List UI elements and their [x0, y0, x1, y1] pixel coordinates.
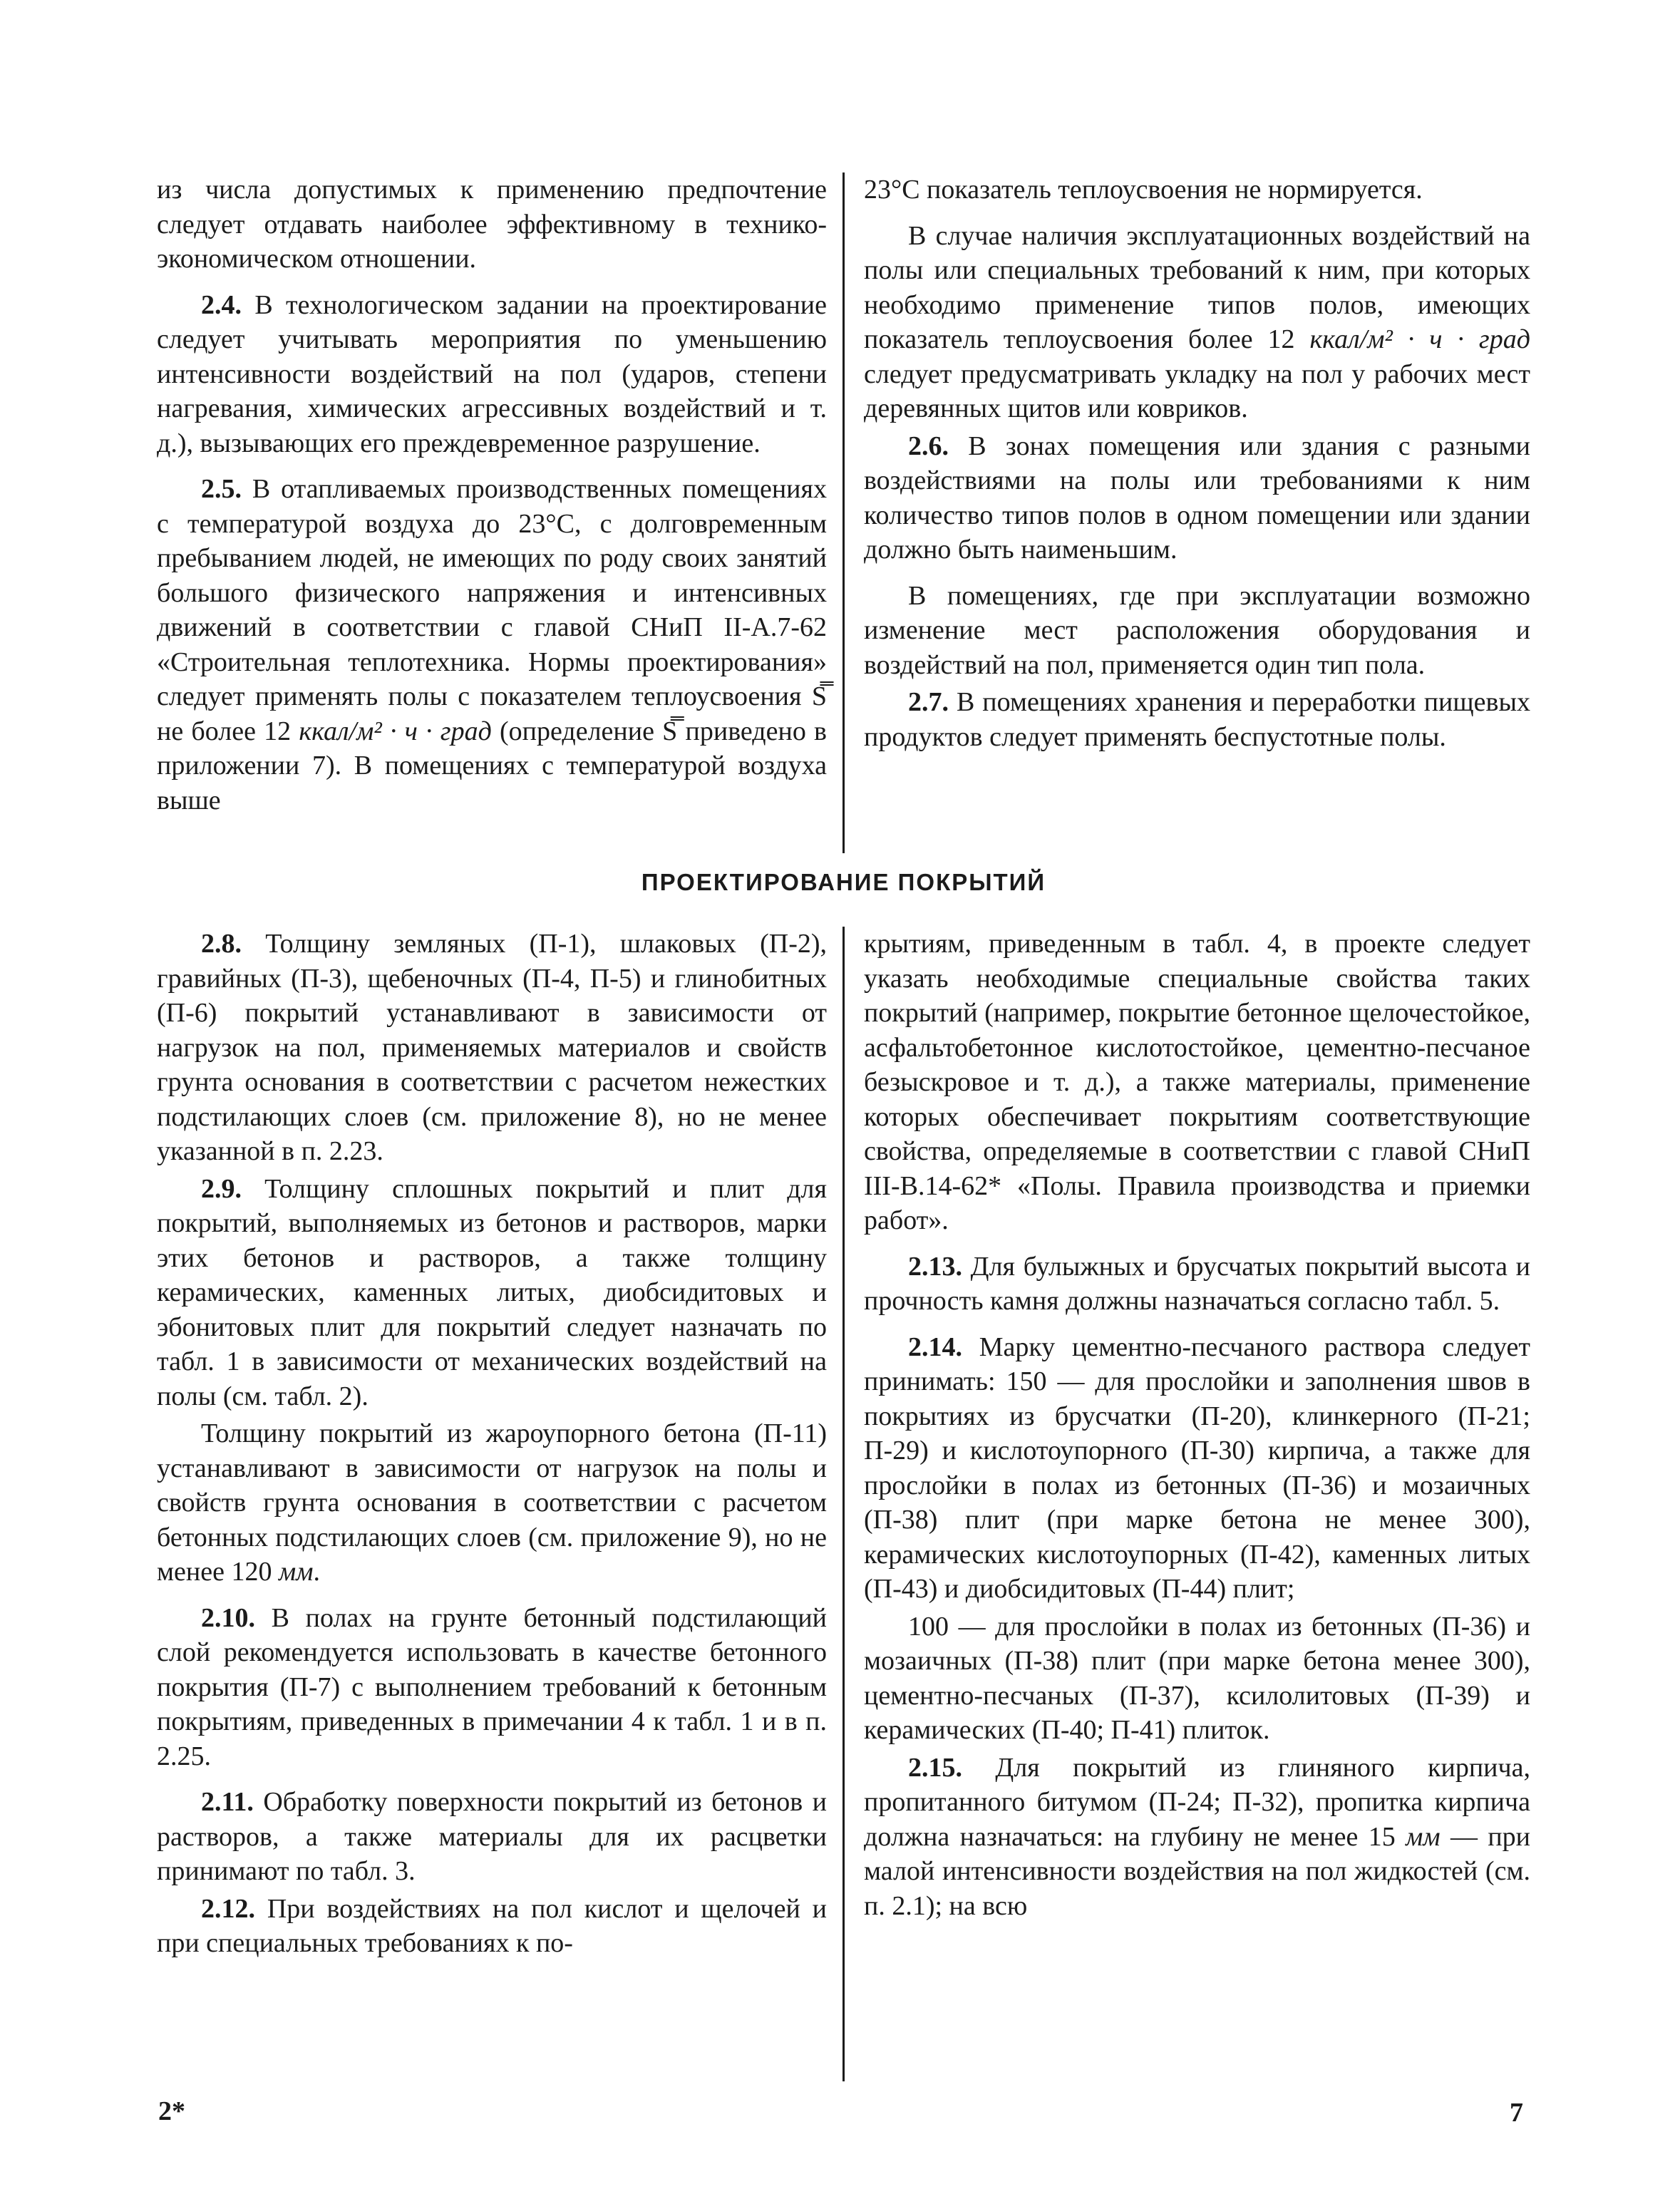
- paragraph-text: Обработку поверхности покрытий из бетонов и растворов, а также материалы для их расцветки принимают по табл. 3.: [157, 1787, 827, 1886]
- clause-number: 2.6.: [908, 431, 949, 461]
- paragraph-text: В помещениях хранения и переработки пищевых продуктов следует применять беспустотные полы.: [864, 687, 1530, 752]
- paragraph-text: В полах на грунте бетонный подстилающий слой рекомендуется использовать в качестве бетонного покрытия (П-7) с выполнением требований к бетонным покрытиям, приведенных в примечании 4 к табл. 1 и в п. 2.25.: [157, 1602, 827, 1771]
- paragraph-text: При воздействиях на пол кислот и щелочей и при специальных требованиях к по-: [157, 1893, 827, 1958]
- paragraph-2-11: [157, 1785, 827, 1889]
- clause-number: 2.9.: [201, 1173, 242, 1204]
- paragraph-2-7: [864, 685, 1530, 754]
- paragraph-2-13: [864, 1250, 1530, 1319]
- paragraph-2-9: [157, 1172, 827, 1414]
- symbol-s: S̿: [662, 716, 678, 746]
- paragraph-text: Для покрытий из глиняного кирпича, пропитанного битумом (П-24; П-32), пропитка кирпича должна назначаться: на глубину не менее 15: [864, 1752, 1530, 1852]
- paragraph-text: Толщину сплошных покрытий и плит для покрытий, выполняемых из бетонов и растворов, марки этих бетонов и растворов, а также толщину керамических, каменных литых, диобсидитовых и эбонитовых плит для покрытий следует назначать по табл. 1 в зависимости от механических воздействий на полы (см. табл. 2).: [157, 1173, 827, 1411]
- paragraph: [864, 172, 1530, 207]
- clause-number: 2.8.: [201, 929, 242, 959]
- top-right-column: [864, 172, 1530, 754]
- paragraph: [864, 927, 1530, 1238]
- top-left-column: [157, 172, 827, 818]
- unit: мм: [278, 1557, 314, 1587]
- clause-number: 2.13.: [908, 1251, 962, 1282]
- column-divider: [842, 172, 845, 853]
- unit: мм: [1406, 1821, 1441, 1852]
- column-divider: [842, 927, 845, 2081]
- paragraph-text: не более 12: [157, 716, 299, 746]
- paragraph: [864, 1609, 1530, 1748]
- clause-number: 2.4.: [201, 289, 242, 320]
- clause-number: 2.10.: [201, 1602, 255, 1633]
- paragraph: [157, 172, 827, 277]
- paragraph: [157, 1416, 827, 1590]
- page-number: 7: [1510, 2098, 1523, 2128]
- paragraph-2-15: [864, 1751, 1530, 1924]
- paragraph-text: .: [313, 1557, 320, 1587]
- clause-number: 2.11.: [201, 1787, 254, 1817]
- paragraph-text: (определение: [491, 716, 663, 746]
- paragraph-2-5: [157, 472, 827, 818]
- paragraph-text: 100 — для прослойки в полах из бетонных (П-36) и мозаичных (П-38) плит (при марке бетона менее 300), цементно-песчаных (П-37), ксилолитовых (П-39) и керамических (П-40; П-41) плиток.: [864, 1611, 1530, 1745]
- symbol-s: S̿: [811, 681, 827, 711]
- section-heading: ПРОЕКТИРОВАНИЕ ПОКРЫТИЙ: [641, 869, 1046, 895]
- paragraph-text: следует предусматривать укладку на пол у рабочих мест деревянных щитов или ковриков.: [864, 359, 1530, 423]
- unit: ккал/м² · ч · град: [1309, 324, 1530, 354]
- paragraph-text: приведено в приложении 7). В помещениях с температурой воздуха выше: [157, 716, 827, 815]
- paragraph-2-8: [157, 927, 827, 1169]
- bottom-right-column: [864, 927, 1530, 1923]
- paragraph-text: Для булыжных и брусчатых покрытий высота и прочность камня должны назначаться согласно табл. 5.: [864, 1251, 1530, 1316]
- paragraph-2-4: [157, 288, 827, 461]
- clause-number: 2.14.: [908, 1332, 962, 1362]
- paragraph-text: Марку цементно-песчаного раствора следует принимать: 150 — для прослойки и заполнения швов в покрытиях из брусчатки (П-20), клинкерного (П-21; П-29) и кислотоупорного (П-30) кирпича, а также для прослойки в полах из бетонных (П-36) и мозаичных (П-38) плит (при марке бетона не менее 300), керамических кислотоупорных (П-42), каменных литых (П-43) и диобсидитовых (П-44) плит;: [864, 1332, 1530, 1604]
- clause-number: 2.5.: [201, 474, 242, 504]
- paragraph: [864, 579, 1530, 683]
- paragraph-2-10: [157, 1601, 827, 1774]
- paragraph-text: 23°С показатель теплоусвоения не нормируется.: [864, 175, 1423, 205]
- paragraph-2-6: [864, 429, 1530, 567]
- paragraph-text: — при малой интенсивности воздействия на пол жидкостей (см. п. 2.1); на всю: [864, 1821, 1531, 1921]
- paragraph-2-12: [157, 1892, 827, 1961]
- unit: ккал/м² · ч · град: [299, 716, 492, 746]
- printer-signature: 2*: [158, 2096, 185, 2126]
- paragraph-text: крытиям, приведенным в табл. 4, в проекте следует указать необходимые специальные свойства таких покрытий (например, покрытие бетонное щелочестойкое, асфальтобетонное кислотостойкое, цементно-песчаное безыскровое и т. д.), а также материалы, применение которых обеспечивает покрытиям соответствующие свойства, определяемые в соответствии с главой СНиП III-В.14-62* «Полы. Правила производства и приемки работ».: [864, 929, 1530, 1235]
- paragraph-text: В случае наличия эксплуатационных воздействий на полы или специальных требований к ним, при которых необходимо применение типов полов, имеющих показатель теплоусвоения более 12: [864, 220, 1530, 354]
- paragraph-text: Толщину покрытий из жароупорного бетона (П-11) устанавливают в зависимости от нагрузок на полы и свойств грунта основания в соответствии с расчетом бетонных подстилающих слоев (см. приложение 9), но не менее 120: [157, 1418, 827, 1587]
- paragraph: [864, 219, 1530, 426]
- clause-number: 2.7.: [908, 687, 949, 717]
- paragraph-text: В помещениях, где при эксплуатации возможно изменение мест расположения оборудования и воздействий на пол, применяется один тип пола.: [864, 580, 1530, 680]
- paragraph-2-14: [864, 1330, 1530, 1607]
- bottom-left-column: [157, 927, 827, 1961]
- paragraph-text: Толщину земляных (П-1), шлаковых (П-2), гравийных (П-3), щебеночных (П-4, П-5) и глинобитных (П-6) покрытий устанавливают в зависимости от нагрузок на пол, применяемых материалов и свойств грунта основания в соответствии с расчетом нежестких подстилающих слоев (см. приложение 8), но не менее указанной в п. 2.23.: [157, 929, 827, 1166]
- paragraph-text: В технологическом задании на проектирование следует учитывать мероприятия по уменьшению интенсивности воздействий на пол (ударов, степени нагревания, химических агрессивных воздействий и т. д.), вызывающих его преждевременное разрушение.: [157, 289, 827, 458]
- clause-number: 2.15.: [908, 1752, 962, 1783]
- paragraph-text: В отапливаемых производственных помещениях с температурой воздуха до 23°С, с долговременным пребыванием людей, не имеющих по роду своих занятий большого физического напряжения и интенсивных движений в соответствии с главой СНиП II-А.7-62 «Строительная теплотехника. Нормы проектирования» следует применять полы с показателем теплоусвоения: [157, 474, 827, 711]
- clause-number: 2.12.: [201, 1893, 255, 1924]
- paragraph-text: В зонах помещения или здания с разными воздействиями на полы или требованиями к ним количество типов полов в одном помещении или здании должно быть наименьшим.: [864, 431, 1530, 565]
- paragraph-text: из числа допустимых к применению предпочтение следует отдавать наиболее эффективному в технико-экономическом отношении.: [157, 175, 827, 274]
